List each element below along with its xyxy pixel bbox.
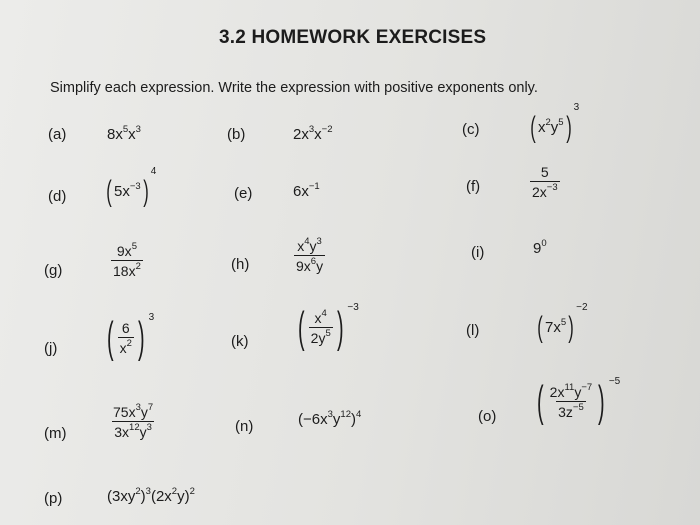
instructions: Simplify each expression. Write the expression with positive exponents only. [50,80,538,96]
label-k: (k) [231,333,249,350]
label-j: (j) [44,340,58,357]
label-l: (l) [466,322,480,339]
label-a: (a) [48,126,67,143]
label-f: (f) [466,178,481,195]
problem-b: $2x^3x^{-2}$ [293,124,333,143]
problem-f: $\frac{5}{2x^{-3}}$ [532,164,558,200]
problem-d: ( $5x^{-3})^4$ [106,166,157,209]
label-b: (b) [227,126,246,143]
label-h: (h) [231,256,250,273]
problem-k: ( $\frac{x^4}{2y^5}$ ) $^{-3}$ [298,301,359,352]
label-p: (p) [44,490,63,507]
label-n: (n) [235,418,254,435]
problem-o: ( $\frac{2x^{11}y^{-7}}{3z^{-5}}$ ) $^{-5}$ [537,375,621,426]
label-g: (g) [44,262,63,279]
page-title: 3.2 HOMEWORK EXERCISES [219,27,487,48]
problem-h: $\frac{x^4y^3}{9x^6y}$ [296,236,324,274]
label-d: (d) [48,188,67,205]
problem-i: $9^0$ [533,238,547,257]
label-e: (e) [234,185,253,202]
problem-j: ( $\frac{6}{x^2}$ ) $^3$ [107,311,155,362]
problem-g: $\frac{9x^5}{18x^2}$ [113,241,141,279]
problem-c: ( $x^2y^5)^3$ [530,102,580,145]
label-i: (i) [471,244,485,261]
label-c: (c) [462,121,480,138]
problem-m: $\frac{75x^3y^7}{3x^{12}y^3}$ [113,402,154,440]
problem-l: ( $7x^5)^{-2}$ [537,302,588,345]
problem-p: $(3xy^2)^3(2x^2y)^2$ [107,486,195,505]
problem-n: $(-6x^3y^{12})^4$ [298,409,362,428]
label-m: (m) [44,425,67,442]
label-o: (o) [478,408,497,425]
problem-a: $8x^5x^3$ [107,124,141,143]
problem-e: $6x^{-1}$ [293,181,320,200]
